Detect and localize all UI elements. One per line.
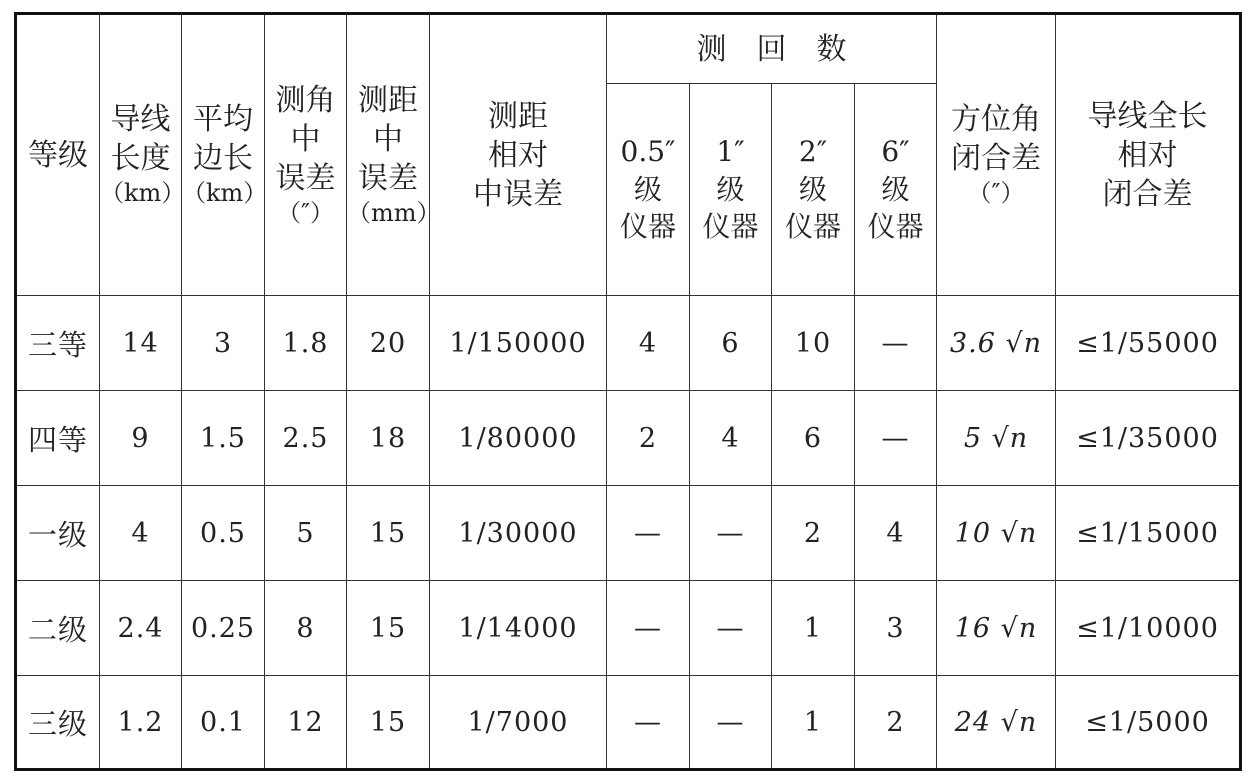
cell-relative-error: 1/14000 [430,581,607,676]
cell-distance-error: 15 [347,676,430,770]
cell-rounds-2: 1 [772,581,855,676]
header-traverse-length-line2: 长度 [110,141,171,177]
cell-distance-error: 15 [347,581,430,676]
header-total-closure-line3: 闭合差 [1102,176,1193,212]
cell-grade: 三级 [16,676,100,770]
instrument-word: 仪器 [702,210,759,244]
header-angle-error [265,14,347,296]
header-instrument-0-5 [607,84,690,296]
cell-relative-error: 1/80000 [430,391,607,486]
cell-angle-error: 5 [265,486,347,581]
cell-average-side: 3 [182,296,265,391]
cell-rounds-0-5: 4 [607,296,690,391]
cell-rounds-1: 4 [690,391,772,486]
header-total-closure-line1: 导线全长 [1087,98,1208,134]
cell-rounds-1: — [690,581,772,676]
cell-rounds-6: 4 [855,486,937,581]
cell-rounds-2: 10 [772,296,855,391]
cell-rounds-1: — [690,486,772,581]
header-relative-error [430,14,607,296]
cell-azimuth-closure: 3.6 √n [937,296,1056,391]
header-traverse-length-line1: 导线 [110,102,171,138]
cell-azimuth-closure: 16 √n [937,581,1056,676]
table-body [16,296,1241,770]
instrument-level: 级 [881,172,910,206]
cell-rounds-0-5: — [607,676,690,770]
cell-rounds-2: 2 [772,486,855,581]
cell-rounds-0-5: 2 [607,391,690,486]
cell-azimuth-closure: 24 √n [937,676,1056,770]
header-instrument-6 [855,84,937,296]
header-angle-error-line3: 误差 [275,160,336,196]
header-average-side-length [182,14,268,296]
header-total-relative-closure [1056,14,1241,296]
header-relative-error-line1: 测距 [488,98,548,134]
header-rounds-text: 测回数 [696,31,877,67]
instrument-grade: 6″ [881,134,910,168]
cell-relative-error: 1/30000 [430,486,607,581]
table-row [16,676,1241,770]
header-angle-error-line1: 测角 [275,82,336,118]
cell-total-closure: ≤1/35000 [1056,391,1241,486]
cell-rounds-1: 6 [690,296,772,391]
instrument-grade: 2″ [798,134,828,168]
cell-total-closure: ≤1/10000 [1056,581,1241,676]
header-azimuth-closure [937,14,1056,296]
header-total-closure-line2: 相对 [1117,137,1178,173]
cell-rounds-6: 3 [855,581,937,676]
header-azimuth-line1: 方位角 [951,102,1041,138]
header-relative-error-line2: 相对 [488,137,548,173]
instrument-level: 级 [633,172,662,206]
cell-traverse-length: 1.2 [100,676,182,770]
instrument-word: 仪器 [619,210,676,244]
header-instrument-2 [772,84,855,296]
instrument-level: 级 [716,172,745,206]
cell-traverse-length: 14 [100,296,182,391]
cell-rounds-2: 1 [772,676,855,770]
cell-distance-error: 20 [347,296,430,391]
cell-traverse-length: 2.4 [100,581,182,676]
cell-angle-error: 12 [265,676,347,770]
cell-angle-error: 8 [265,581,347,676]
header-angle-error-line2: 中 [290,121,321,157]
instrument-grade: 1″ [716,134,745,168]
cell-azimuth-closure: 10 √n [937,486,1056,581]
cell-azimuth-closure: 5 √n [937,391,1056,486]
header-average-side-line1: 平均 [193,102,253,138]
cell-traverse-length: 9 [100,391,182,486]
cell-rounds-1: — [690,676,772,770]
cell-total-closure: ≤1/5000 [1056,676,1241,770]
cell-rounds-0-5: — [607,581,690,676]
cell-total-closure: ≤1/55000 [1056,296,1241,391]
header-angle-error-unit: （″） [277,198,334,227]
cell-average-side: 0.5 [182,486,265,581]
cell-traverse-length: 4 [100,486,182,581]
header-distance-error [347,14,441,296]
cell-relative-error: 1/7000 [430,676,607,770]
table-row [16,486,1241,581]
table-row [16,391,1241,486]
header-relative-error-line3: 中误差 [473,176,563,212]
header-rounds-group [607,14,937,84]
cell-distance-error: 18 [347,391,430,486]
instrument-level: 级 [798,172,827,206]
cell-average-side: 0.1 [182,676,265,770]
traverse-specification-table [14,12,1242,771]
cell-grade: 二级 [16,581,100,676]
header-azimuth-line2: 闭合差 [951,141,1041,177]
cell-angle-error: 2.5 [265,391,347,486]
cell-rounds-6: 2 [855,676,937,770]
cell-relative-error: 1/150000 [430,296,607,391]
cell-rounds-0-5: — [607,486,690,581]
table-row [16,581,1241,676]
header-traverse-length [100,14,186,296]
cell-grade: 三等 [16,296,100,391]
cell-average-side: 1.5 [182,391,265,486]
cell-grade: 四等 [16,391,100,486]
cell-rounds-6: — [855,391,937,486]
instrument-grade: 0.5″ [620,134,676,168]
header-instrument-1 [690,84,772,296]
table-row [16,296,1241,391]
header-average-side-unit: （km） [182,179,268,208]
header-azimuth-unit: （″） [967,179,1025,208]
cell-rounds-2: 6 [772,391,855,486]
header-distance-error-line2: 中 [373,121,403,157]
header-distance-error-line1: 测距 [358,82,418,118]
header-distance-error-line3: 误差 [358,160,418,196]
header-grade: 等级 [16,14,100,296]
header-distance-error-unit: （mm） [347,198,441,227]
header-traverse-length-unit: （km） [100,179,186,208]
cell-distance-error: 15 [347,486,430,581]
cell-total-closure: ≤1/15000 [1056,486,1241,581]
cell-rounds-6: — [855,296,937,391]
cell-angle-error: 1.8 [265,296,347,391]
instrument-word: 仪器 [784,210,841,244]
instrument-word: 仪器 [867,210,924,244]
cell-average-side: 0.25 [182,581,265,676]
cell-grade: 一级 [16,486,100,581]
header-average-side-line2: 边长 [193,141,253,177]
